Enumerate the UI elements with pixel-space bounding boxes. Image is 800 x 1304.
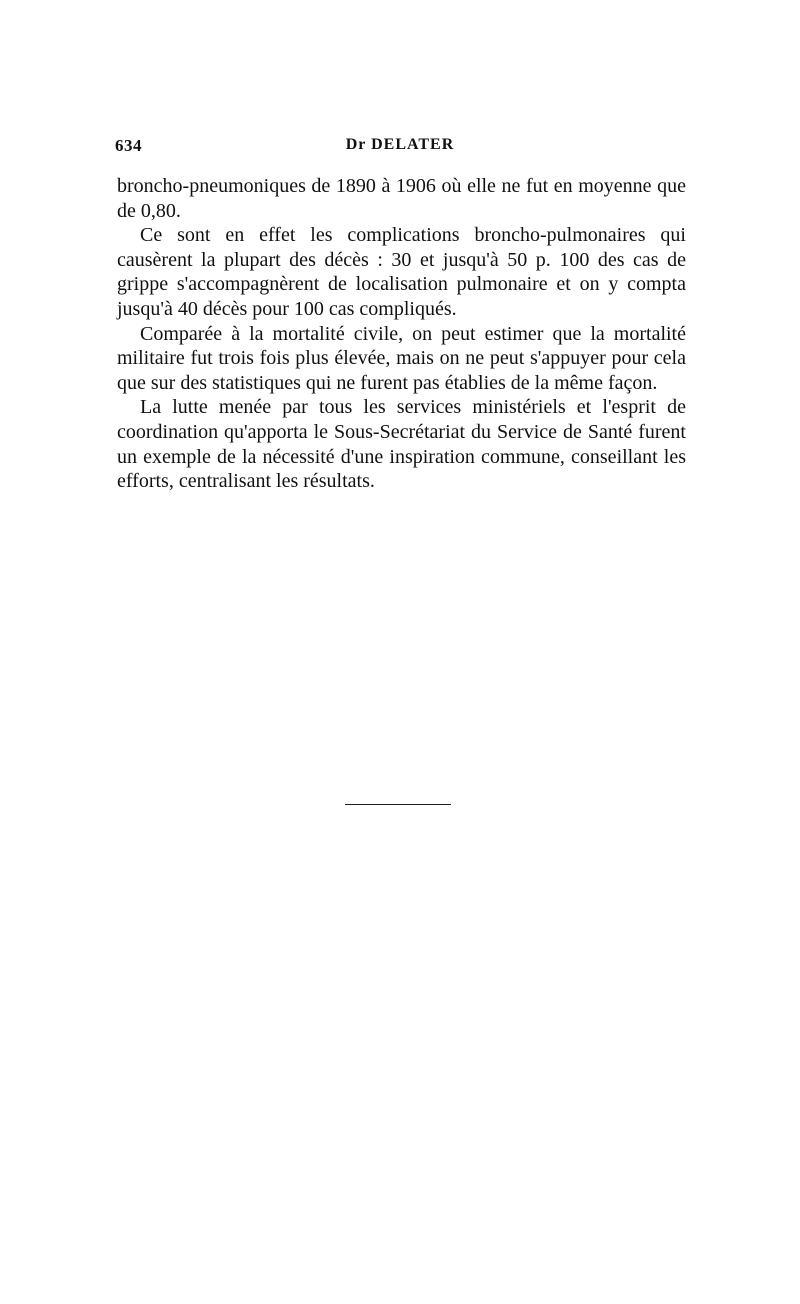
paragraph-4: La lutte menée par tous les services ministériels et l'esprit de coordination qu'apporta le Sous-Secrétariat du Service de Santé furent un exemple de la nécessité d'une inspiration commune, conseillant les efforts, centralisant les résultats. — [117, 396, 686, 493]
running-head — [113, 136, 687, 160]
body-text — [117, 174, 686, 494]
paragraph-2: Ce sont en effet les complications broncho-pulmonaires qui causèrent la plupart des décès : 30 et jusqu'à 50 p. 100 des cas de grippe s'accompagnèrent de localisation pulmonaire et on y compta jusqu'à 40 décès pour 100 cas compliqués. — [117, 224, 686, 320]
page-number: 634 — [115, 136, 142, 155]
paragraph-1: broncho-pneumoniques de 1890 à 1906 où elle ne fut en moyenne que de 0,80. — [117, 175, 686, 222]
paragraph-3: Comparée à la mortalité civile, on peut estimer que la mortalité militaire fut trois fois plus élevée, mais on ne peut s'appuyer pour cela que sur des statistiques qui ne furent pas établies de la même façon. — [117, 322, 686, 394]
running-title: Dr DELATER — [345, 136, 455, 153]
end-of-chapter-rule — [345, 804, 451, 805]
